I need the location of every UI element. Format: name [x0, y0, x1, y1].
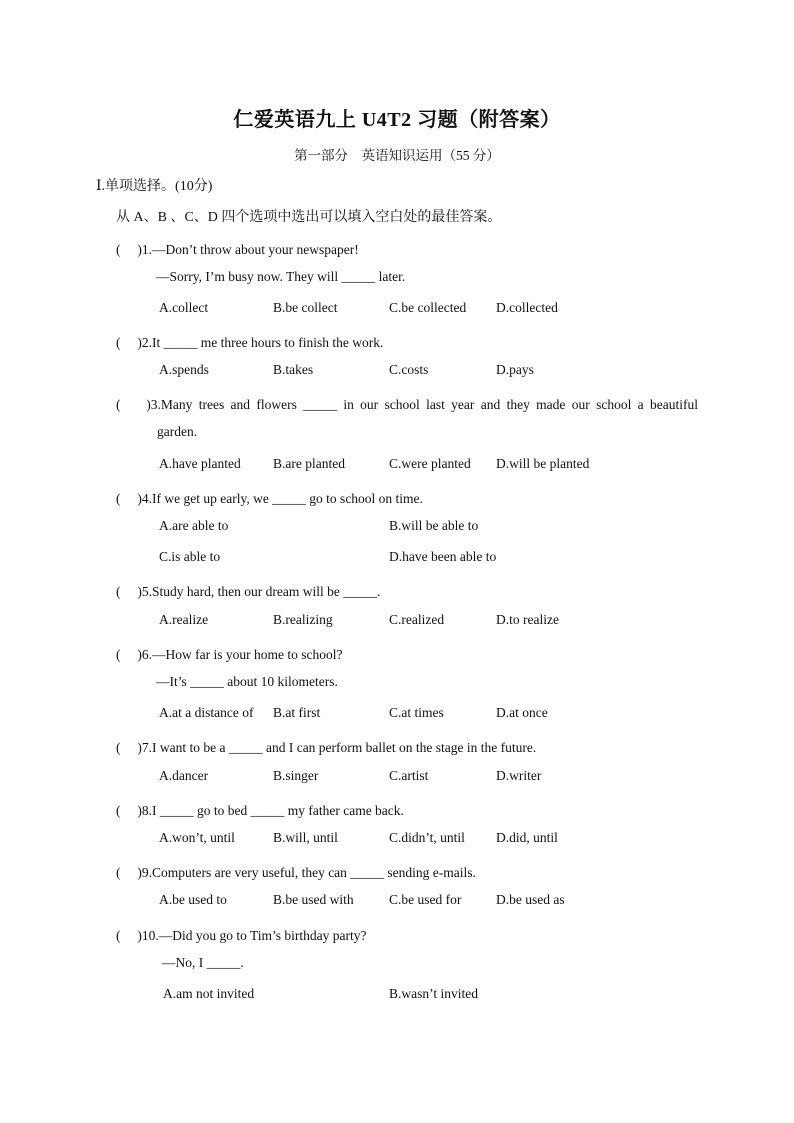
- question-6-reply: —It’s _____ about 10 kilometers.: [156, 674, 338, 689]
- question-8-option-b: B.will, until: [273, 830, 338, 845]
- section-instruction: 从 A、B 、C、D 四个选项中选出可以填入空白处的最佳答案。: [116, 210, 502, 225]
- question-6-option-c: C.at times: [389, 705, 444, 720]
- question-6-stem: ( )6.—How far is your home to school?: [116, 647, 343, 662]
- question-6-option-d: D.at once: [496, 705, 548, 720]
- question-9-option-b: B.be used with: [273, 892, 354, 907]
- question-7-option-a: A.dancer: [159, 768, 209, 783]
- question-1-reply: —Sorry, I’m busy now. They will _____ later.: [156, 269, 406, 284]
- question-1-option-c: C.be collected: [389, 300, 467, 315]
- question-4-option-a: A.are able to: [159, 518, 229, 533]
- document-subtitle: 第一部分 英语知识运用（55 分）: [294, 148, 500, 163]
- question-10-stem: ( )10.—Did you go to Tim’s birthday party?: [116, 928, 367, 943]
- question-2-option-a: A.spends: [159, 362, 209, 377]
- question-3-stem-continued: garden.: [157, 424, 198, 439]
- question-5-stem: ( )5.Study hard, then our dream will be _____.: [116, 584, 381, 599]
- question-4-option-d: D.have been able to: [389, 549, 497, 564]
- question-1-option-d: D.collected: [496, 300, 558, 315]
- question-5-option-c: C.realized: [389, 612, 445, 627]
- question-7-option-b: B.singer: [273, 768, 319, 783]
- question-9-option-c: C.be used for: [389, 892, 462, 907]
- question-2-option-d: D.pays: [496, 362, 534, 377]
- question-2-stem: ( )2.It _____ me three hours to finish the work.: [116, 335, 384, 350]
- question-3-option-d: D.will be planted: [496, 456, 590, 471]
- question-4-option-c: C.is able to: [159, 549, 221, 564]
- question-10-option-a: A.am not invited: [163, 986, 255, 1001]
- question-9-option-d: D.be used as: [496, 892, 565, 907]
- section-heading: Ⅰ.单项选择。(10分): [96, 179, 213, 194]
- question-7-option-d: D.writer: [496, 768, 542, 783]
- question-8-option-d: D.did, until: [496, 830, 558, 845]
- question-5-option-d: D.to realize: [496, 612, 559, 627]
- question-9-stem: ( )9.Computers are very useful, they can _____ sending e-mails.: [116, 865, 476, 880]
- question-1-option-b: B.be collect: [273, 300, 338, 315]
- question-3-option-a: A.have planted: [159, 456, 241, 471]
- question-7-stem: ( )7.I want to be a _____ and I can perform ballet on the stage in the future.: [116, 740, 537, 755]
- question-8-stem: ( )8.I _____ go to bed _____ my father came back.: [116, 803, 404, 818]
- question-3-option-c: C.were planted: [389, 456, 471, 471]
- question-1-stem: ( )1.—Don’t throw about your newspaper!: [116, 242, 359, 257]
- question-2-option-c: C.costs: [389, 362, 429, 377]
- document-title: 仁爱英语九上 U4T2 习题（附答案）: [233, 109, 561, 131]
- question-10-reply: —No, I _____.: [162, 955, 244, 970]
- question-2-option-b: B.takes: [273, 362, 314, 377]
- question-4-option-b: B.will be able to: [389, 518, 479, 533]
- question-8-option-c: C.didn’t, until: [389, 830, 465, 845]
- question-5-option-b: B.realizing: [273, 612, 333, 627]
- question-7-option-c: C.artist: [389, 768, 429, 783]
- question-10-option-b: B.wasn’t invited: [389, 986, 478, 1001]
- question-5-option-a: A.realize: [159, 612, 209, 627]
- question-1-option-a: A.collect: [159, 300, 209, 315]
- question-9-option-a: A.be used to: [159, 892, 227, 907]
- question-3-option-b: B.are planted: [273, 456, 345, 471]
- question-8-option-a: A.won’t, until: [159, 830, 235, 845]
- question-4-stem: ( )4.If we get up early, we _____ go to school on time.: [116, 491, 423, 506]
- question-6-option-b: B.at first: [273, 705, 321, 720]
- question-6-option-a: A.at a distance of: [159, 705, 254, 720]
- question-3-stem: ( )3.Many trees and flowers _____ in our school last year and they made our school a beautiful: [116, 397, 698, 412]
